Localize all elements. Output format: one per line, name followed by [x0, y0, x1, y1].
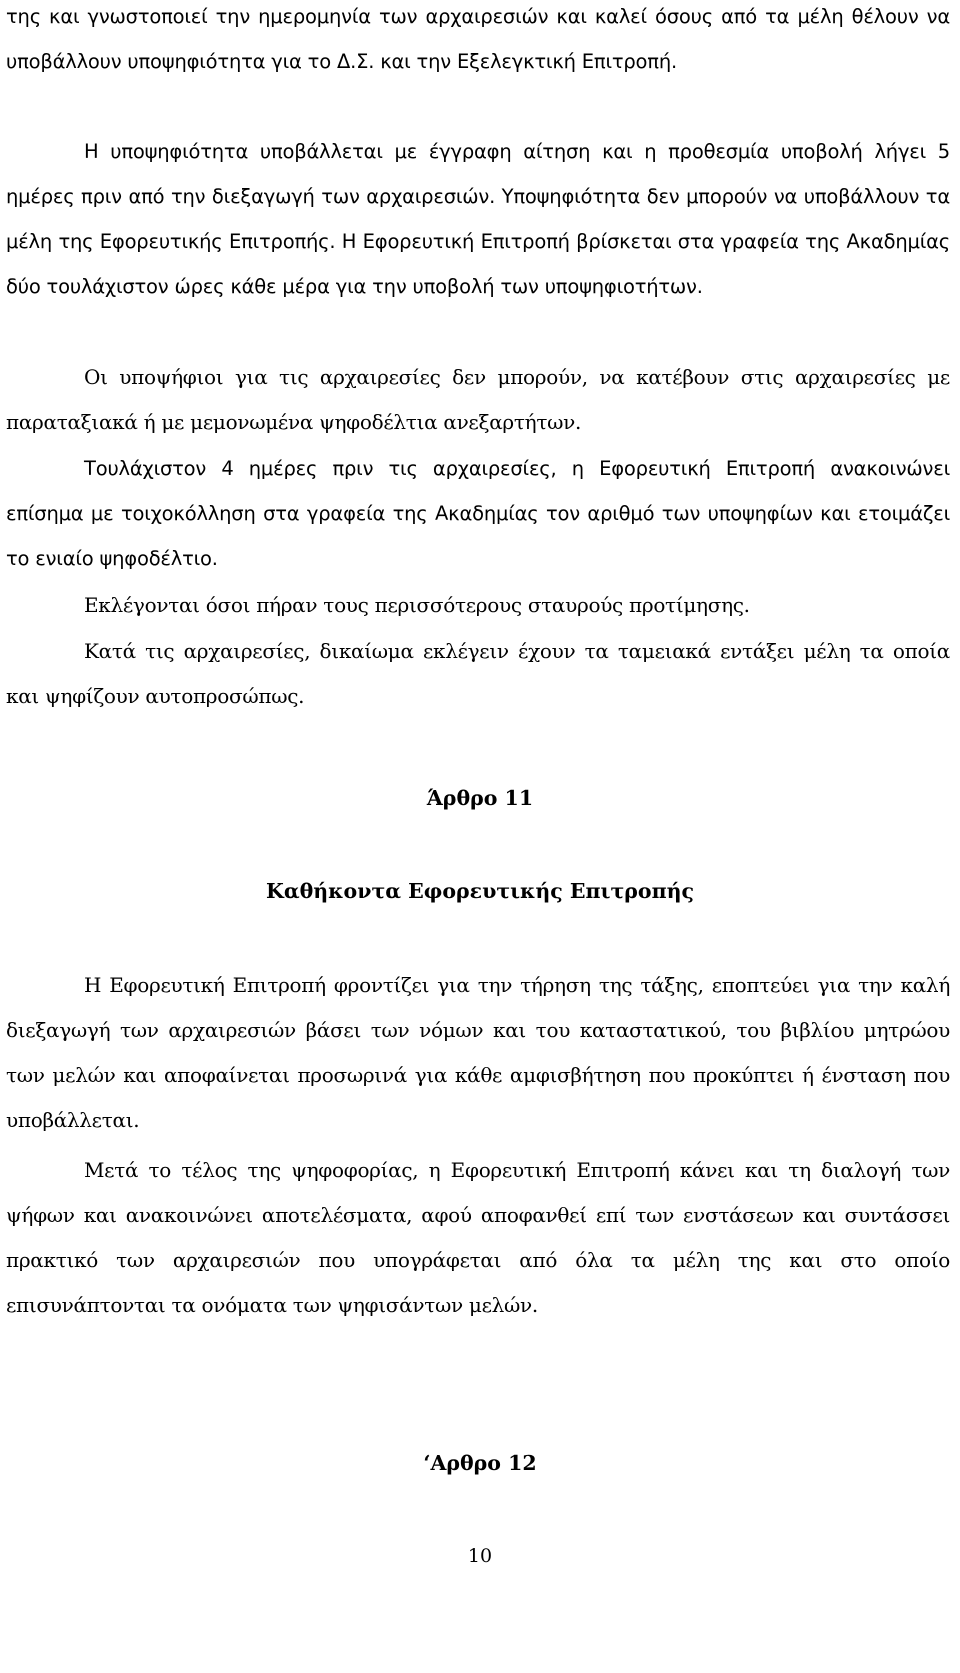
paragraph-election-announcement: της και γνωστοποιεί την ημερομηνία των αρχαιρεσιών και καλεί όσους από τα μέλη θέλουν να υποβάλλουν υποψηφιότητα για το Δ.Σ. και την Εξελεγκτική Επιτροπή.	[6, 5, 950, 73]
article-12-number: ‘Αρθρο 12	[423, 1451, 537, 1475]
article-11-number: Άρθρο 11	[426, 786, 534, 810]
paragraph-elected-members: Εκλέγονται όσοι πήραν τους περισσότερους σταυρούς προτίμησης.	[84, 593, 750, 617]
paragraph-candidate-announcement: Τουλάχιστον 4 ημέρες πριν τις αρχαιρεσίες, η Εφορευτική Επιτροπή ανακοινώνει επίσημα με τοιχοκόλληση στα γραφεία της Ακαδημίας τον αριθμό των υποψηφίων και ετοιμάζει το ενιαίο ψηφοδέλτιο.	[6, 457, 950, 570]
paragraph-voting-rights: Κατά τις αρχαιρεσίες, δικαίωμα εκλέγειν έχουν τα ταμειακά εντάξει μέλη τα οποία και ψηφίζουν αυτοπροσώπως.	[6, 639, 950, 708]
paragraph-candidate-ballots: Οι υποψήφιοι για τις αρχαιρεσίες δεν μπορούν, να κατέβουν στις αρχαιρεσίες με παραταξιακά ή με μεμονωμένα ψηφοδέλτια ανεξαρτήτων.	[6, 365, 950, 434]
paragraph-committee-duties: Η Εφορευτική Επιτροπή φροντίζει για την τήρηση της τάξης, εποπτεύει για την καλή διεξαγωγή των αρχαιρεσιών βάσει των νόμων και του καταστατικού, του βιβλίου μητρώου των μελών και αποφαίνεται προσωρινά για κάθε αμφισβήτηση που προκύπτει ή ένσταση που υποβάλλεται.	[6, 973, 950, 1132]
paragraph-candidacy-submission: Η υποψηφιότητα υποβάλλεται με έγγραφη αίτηση και η προθεσμία υποβολή λήγει 5 ημέρες πριν από την διεξαγωγή των αρχαιρεσιών. Υποψηφιότητα δεν μπορούν να υποβάλλουν τα μέλη της Εφορευτικής Επιτροπής. Η Εφορευτική Επιτροπή βρίσκεται στα γραφεία της Ακαδημίας δύο τουλάχιστον ώρες κάθε μέρα για την υποβολή των υποψηφιοτήτων.	[6, 140, 950, 298]
page-number: 10	[467, 1545, 493, 1567]
paragraph-vote-counting: Μετά το τέλος της ψηφοφορίας, η Εφορευτική Επιτροπή κάνει και τη διαλογή των ψήφων και ανακοινώνει αποτελέσματα, αφού αποφανθεί επί των ενστάσεων και συντάσσει πρακτικό των αρχαιρεσιών που υπογράφεται από όλα τα μέλη της και στο οποίο επισυνάπτονται τα ονόματα των ψηφισάντων μελών.	[6, 1158, 950, 1317]
article-11-title: Καθήκοντα Εφορευτικής Επιτροπής	[266, 879, 694, 903]
